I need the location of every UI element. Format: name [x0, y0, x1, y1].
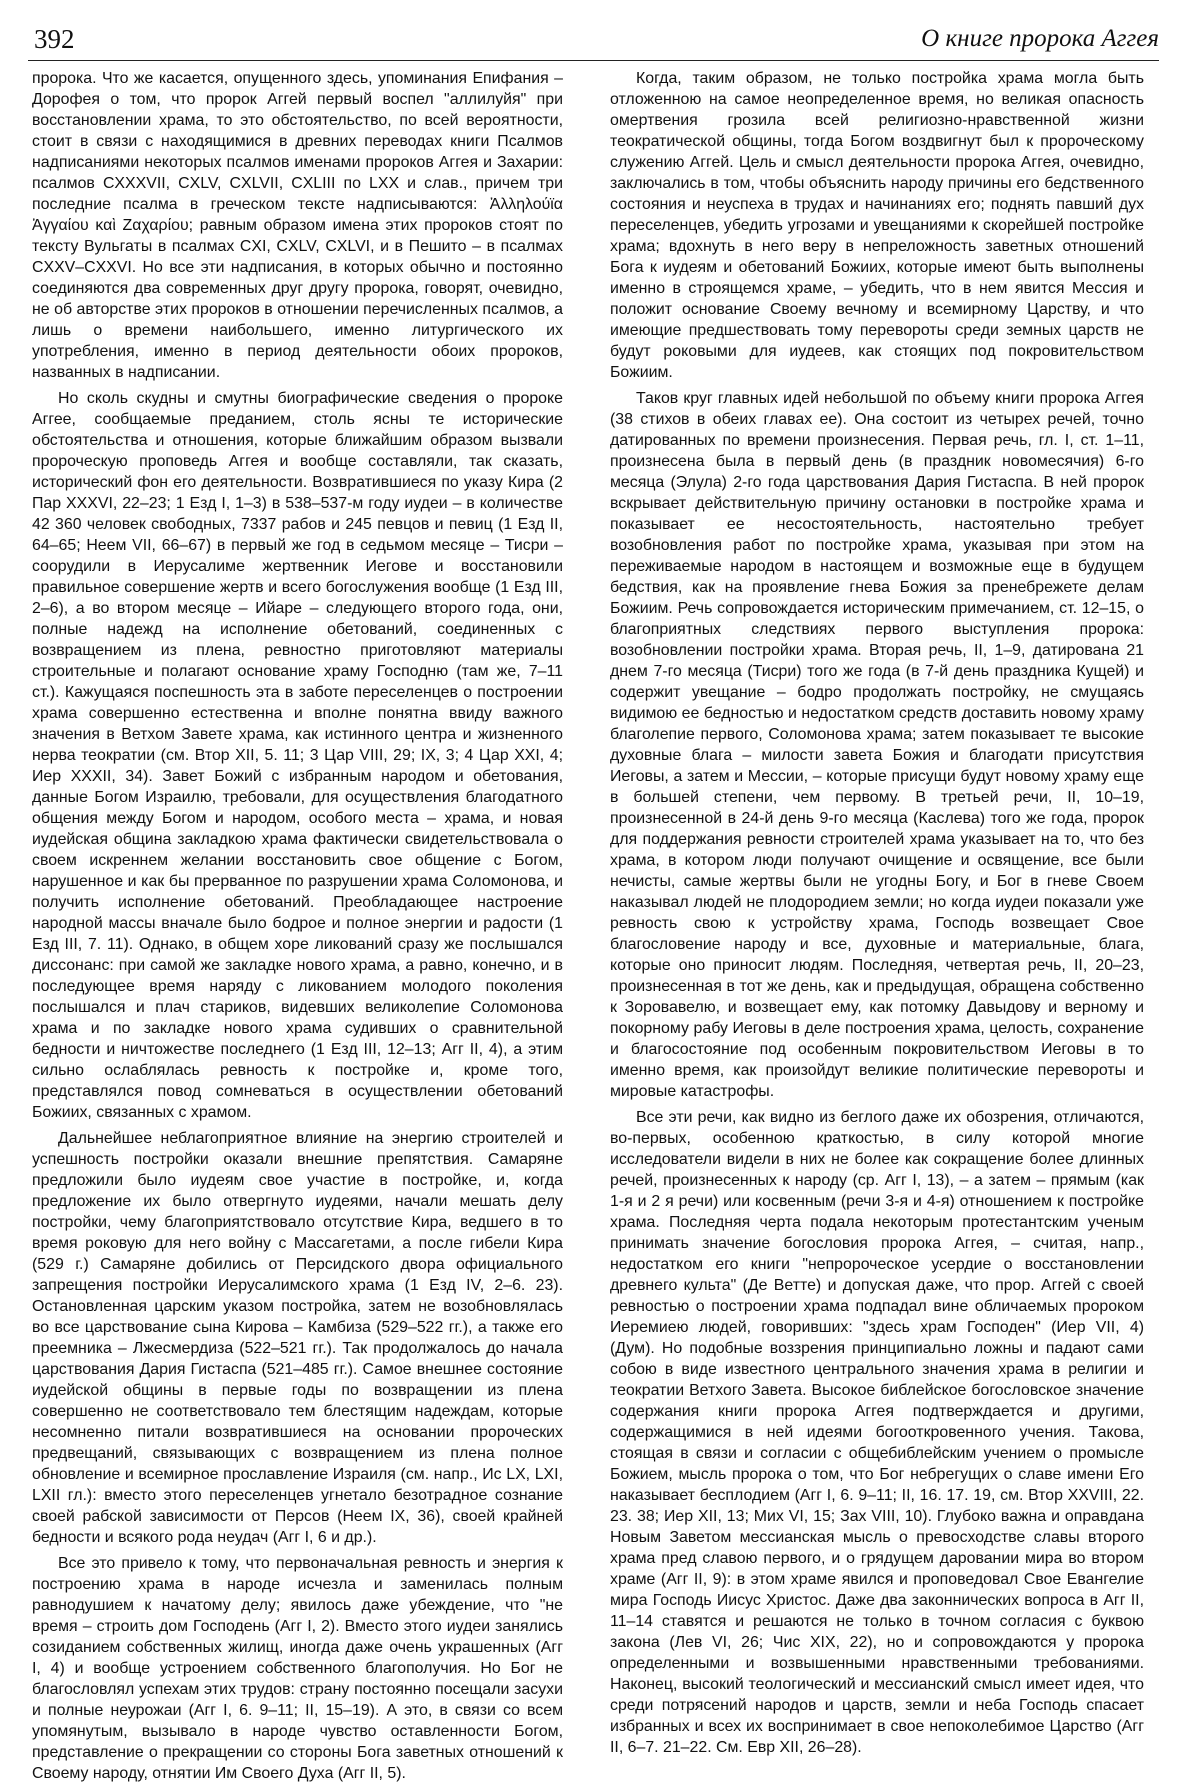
paragraph: Таков круг главных идей небольшой по объему книги пророка Аггея (38 стихов в обеих главах ее). Она состоит из четырех речей, точно датированных по времени произнесения. Первая речь, гл. I, ст. 1–11, произнесена была в первый день (в праздник новомесячия) 6-го месяца (Элула) 2-го года царствования Дария Гистаспа. В ней пророк вскрывает действительную причину остановки в постройке храма и показывает ее несостоятельность, настоятельно требует возобновления работ по постройке храма, указывая при этом на переживаемые народом в настоящем и возможные еще в будущем бедствия, как на проявление гнева Божия за пренебрежете делам Божиим. Речь сопровождается историческим примечанием, ст. 12–15, о благоприятных следствиях первого выступления пророка: возобновлении постройки храма. Вторая речь, II, 1–9, датирована 21 днем 7-го месяца (Тисри) того же года (в 7-й день праздника Кущей) и содержит увещание – бодро продолжать постройку, не смущаясь видимою ее бедностью и недостатком средств доставить новому храму благолепие первого, Соломонова храма; затем показывает те высокие духовные блага – милости завета Божия и благодати присутствия Иеговы, а затем и Мессии, – которые присущи будут новому храму еще в большей степени, чем первому. В третьей речи, II, 10–19, произнесенной в 24-й день 9-го месяца (Каслева) того же года, пророк для поддержания ревности строителей храма указывает на то, что без храма, в котором люди получают очищение и освящение, все были нечисты, самые жертвы были не угодны Богу, и Бог в гневе Своем наказывал людей не плодородием земли; но когда иудеи показали уже ревность свою к устройству храма, Господь возвещает Свое благословение народу и все, духовные и материальные, блага, которые оно приносит людям. Последняя, четвертая речь, II, 20–23, произнесенная в тот же день, как и предыдущая, обращена собственно к Зоровавелю, и возвещает ему, как потомку Давыдову и верному и покорному рабу Иеговы в деле построения храма, целость, сохранение и благосостояние под особенным покровительством Иеговы в то именно время, как произойдут великие политические перевороты и мировые катастрофы.	[610, 390, 1144, 1100]
paragraph: Но сколь скудны и смутны биографические сведения о пророке Аггее, сообщаемые преданием, столь ясны те исторические обстоятельства и отношения, которые ближайшим образом вызвали пророческую проповедь Аггея и вообще составляли, так сказать, исторический фон его деятельности. Возвратившиеся по указу Кира (2 Пар XXXVI, 22–23; 1 Езд I, 1–3) в 538–537-м году иудеи – в количестве 42 360 человек свободных, 7337 рабов и 245 певцов и певиц (1 Езд II, 64–65; Неем VII, 66–67) в первый же год в седьмом месяце – Тисри – соорудили в Иерусалиме жертвенник Иегове и восстановили правильное совершение жертв и всего богослужения вообще (1 Езд III, 2–6), а во втором месяце – Ийаре – следующего второго года, они, полные надежд на исполнение обетований, соединенных с возвращением из плена, ревностно приготовляют материалы строительные и полагают основание храму Господню (там же, 7–11 ст.). Кажущаяся поспешность эта в заботе переселенцев о построении храма совершенно естественна и вполне понятна ввиду важного значения в Ветхом Завете храма, как истинного центра и жизненного нерва теократии (см. Втор XII, 5. 11; 3 Цар VIII, 29; IX, 3; 4 Цар XXI, 4; Иер XXXII, 34). Завет Божий с избранным народом и обетования, данные Богом Израилю, требовали, для осуществления благодатного общения между Богом и народом, особого места – храма, и новая иудейская община закладкою храма фактически свидетельствовала о своем искреннем желании восстановить свое общение с Богом, нарушенное и как бы прерванное по разрушении храма Соломонова, и получить исполнение обетований. Преобладающее настроение народной массы вначале было бодрое и полное энергии и радости (1 Езд III, 7. 11). Однако, в общем хоре ликований сразу же послышался диссонанс: при самой же закладке нового храма, а равно, конечно, и в последующее время наряду с ликованием молодого поколения послышался и плач стариков, видевших великолепие Соломонова храма и по закладке нового храма судивших о сравнительной бедности и ничтожестве последнего (1 Езд III, 12–13; Агг II, 4), а этим сильно ослаблялась ревность к постройке и, кроме того, представлялся повод сомневаться в осуществлении обетований Божиих, связанных с храмом.	[32, 390, 563, 1121]
paragraph: пророка. Что же касается, опущенного здесь, упоминания Епифания – Дорофея о том, что пророк Аггей первый воспел "аллилуйя" при восстановлении храма, то это обстоятельство, по всей вероятности, стоит в связи с находящимися в древних переводах книги Псалмов надписаниями некоторых псалмов именами пророков Аггея и Захарии: псалмов CXXXVII, CXLV, CXLVII, CXLIII по LXX и слав., причем три последние псалма в греческом тексте надписываются: Ἀλληλούϊα Ἀγγαίου καὶ Ζαχαρίου; равным образом имена этих пророков стоят по тексту Вульгаты в псалмах CXI, CXLV, CXLVI, и в Пешито – в псалмах CXXV–CXXVI. Но все эти надписания, в которых обычно и постоянно соединяются два современных друг другу пророка, говорят, очевидно, не об авторстве этих пророков в отношении перечисленных псалмов, а лишь о времени наибольшего, именно литургического их употребления, именно в период деятельности обоих пророков, названных в надписании.	[32, 70, 563, 381]
right-column	[610, 68, 1144, 1756]
paragraph: Дальнейшее неблагоприятное влияние на энергию строителей и успешность постройки оказали внешние препятствия. Самаряне предложили было иудеям свое участие в постройке, и, когда предложение их было отвергнуто иудеями, начали мешать делу постройки, чему благоприятствовало отсутствие Кира, ведшего в то время роковую для него войну с Массагетами, а после гибели Кира (529 г.) Самаряне добились от Персидского двора официального запрещения постройки Иерусалимского храма (1 Езд IV, 2–6. 23). Остановленная царским указом постройка, затем не возобновлялась во все царствование сына Кирова – Камбиза (529–522 гг.), а также его преемника – Лжесмердиза (522–521 гг.). Так продолжалось до начала царствования Дария Гистаспа (521–485 гг.). Самое внешнее состояние иудейской общины в первые годы по возвращении из плена совершенно не соответствовало тем блестящим надеждам, которые несомненно питали возвратившиеся на основании пророческих предвещаний, связывающих с возвращением из плена полное обновление и всемирное прославление Израиля (см. напр., Ис LX, LXI, LXII гл.): вместо этого переселенцев угнетало безотрадное сознание своей рабской зависимости от Персов (Неем IX, 36), своей крайней бедности и всякого рода неудач (Агг I, 6 и др.).	[32, 1130, 563, 1546]
header-rule	[28, 60, 1159, 61]
page-number: 392	[34, 24, 75, 54]
running-title: О книге пророка Аггея	[921, 25, 1159, 52]
paragraph: Когда, таким образом, не только постройка храма могла быть отложенною на самое неопределенное время, но великая опасность омертвения грозила всей религиозно-нравственной жизни теократической общины, тогда Богом воздвигнут был к пророческому служению Аггей. Цель и смысл деятельности пророка Аггея, очевидно, заключались в том, чтобы объяснить народу причины его бедственного состояния и неуспеха в трудах и начинаниях его; поднять павший дух переселенцев, убедить угрозами и увещаниями к скорейшей постройке храма; вдохнуть в него веру в непреложность заветных отношений Бога к иудеям и обетований Божиих, которые имеют быть выполнены именно в строящемся храме, – убедить, что в нем явится Мессия и положит основание Своему вечному и всемирному Царству, и что имеющие предшествовать тому перевороты среди земных царств не будут роковыми для иудеев, как стоящих под покровительством Божиим.	[610, 70, 1144, 381]
left-column	[32, 68, 563, 1782]
running-header	[28, 22, 1159, 60]
paragraph: Все это привело к тому, что первоначальная ревность и энергия к построению храма в народе исчезла и заменилась полным равнодушием к начатому делу; явилось даже убеждение, что "не время – строить дом Господень (Агг I, 2). Вместо этого иудеи занялись созиданием собственных жилищ, иногда даже очень украшенных (Агг I, 4) и вообще устроением собственного благополучия. Но Бог не благословлял успехам этих трудов: страну постоянно посещали засухи и полные неурожаи (Агг I, 6. 9–11; II, 15–19). А это, в связи со всем упомянутым, вызывало в народе чувство оставленности Богом, представление о прекращении со стороны Бога заветных отношений к Своему народу, отнятии Им Своего Духа (Агг II, 5).	[32, 1555, 563, 1782]
paragraph: Все эти речи, как видно из беглого даже их обозрения, отличаются, во-первых, особенною краткостью, в силу которой многие исследователи видели в них не более как сокращение более длинных речей, произнесенных к народу (ср. Агг I, 13), – а затем – прямым (как 1-я и 2 я речи) или косвенным (речи 3-я и 4-я) отношением к постройке храма. Последняя черта подала некоторым протестантским ученым принимать значение богословия пророка Аггея, – считая, напр., недостатком его книги "непророческое усердие о восстановлении древнего культа" (Де Ветте) и допуская даже, что прор. Аггей с своей ревностью о построении храма подпадал вине обличаемых пророком Иеремиею людей, говоривших: "здесь храм Господен" (Иер VII, 4) (Дум). Но подобные воззрения принципиально ложны и падают сами собою в виде известного центрального значения храма в религии и теократии Ветхого Завета. Высокое библейское богословское значение содержания книги пророка Аггея подтверждается и другими, содержащимися в ней идеями богооткровенного учения. Такова, стоящая в связи и согласии с общебиблейским учением о промысле Божием, мысль пророка о том, что Бог небрегущих о славе имени Его наказывает бесплодием (Агг I, 6. 9–11; II, 16. 17. 19, см. Втор XXVIII, 22. 23. 38; Иер XII, 13; Мих VI, 15; Зах VIII, 10). Глубоко важна и оправдана Новым Заветом мессианская мысль о превосходстве славы второго храма пред славою первого, и о грядущем даровании мира во втором храме (Агг II, 9): в этом храме явился и проповедовал Свое Евангелие мира Господь Иисус Христос. Даже два законнических вопроса в Агг II, 11–14 ставятся и решаются не только в точном согласия с буквою закона (Лев VI, 26; Чис XIX, 22), но и сопровождаются у пророка определенными и возвышенными нравственными требованиями. Наконец, высокий теологический и мессианский смысл имеет идея, что среди потрясений народов и царств, земли и неба Господь спасает избранных и всех их воспринимает в свое непоколебимое Царство (Агг II, 6–7. 21–22. См. Евр XII, 26–28).	[610, 1109, 1144, 1756]
